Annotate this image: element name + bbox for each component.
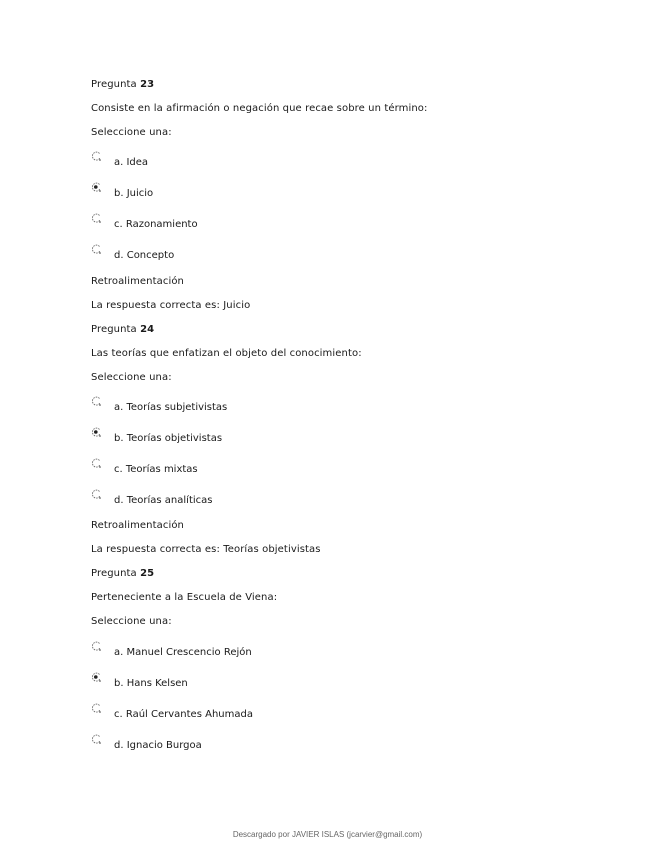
option-label: b. Juicio (114, 188, 154, 199)
radio-checked-icon[interactable] (91, 427, 102, 438)
option-label: b. Teorías objetivistas (114, 433, 223, 444)
radio-checked-icon[interactable] (91, 672, 102, 683)
feedback-label: Retroalimentación (91, 276, 184, 287)
radio-checked-icon[interactable] (91, 182, 102, 193)
download-footer: Descargado por JAVIER ISLAS (jcarvier@gmail.com) (232, 830, 423, 839)
radio-unchecked-icon[interactable] (91, 458, 102, 469)
feedback-label: Retroalimentación (91, 520, 184, 531)
question-text-23: Consiste en la afirmación o negación que recae sobre un término: (91, 103, 428, 114)
select-prompt: Seleccione una: (91, 372, 172, 383)
correct-answer: La respuesta correcta es: Juicio (91, 300, 251, 311)
question-text-25: Perteneciente a la Escuela de Viena: (91, 592, 278, 603)
question-header-25 (91, 568, 154, 579)
option-label: d. Ignacio Burgoa (114, 740, 202, 751)
question-number: 24 (140, 324, 155, 335)
option-label: a. Idea (114, 157, 149, 168)
radio-unchecked-icon[interactable] (91, 213, 102, 224)
question-label: Pregunta (91, 568, 137, 579)
question-number: 23 (140, 79, 155, 90)
radio-unchecked-icon[interactable] (91, 734, 102, 745)
option-label: d. Concepto (114, 250, 175, 261)
option-label: a. Teorías subjetivistas (114, 402, 228, 413)
option-label: d. Teorías analíticas (114, 495, 213, 506)
select-prompt: Seleccione una: (91, 616, 172, 627)
question-text-24: Las teorías que enfatizan el objeto del conocimiento: (91, 348, 362, 359)
radio-unchecked-icon[interactable] (91, 641, 102, 652)
select-prompt: Seleccione una: (91, 127, 172, 138)
question-header-23 (91, 79, 154, 90)
option-label: c. Teorías mixtas (114, 464, 198, 475)
option-label: a. Manuel Crescencio Rejón (114, 647, 252, 658)
question-header-24 (91, 324, 154, 335)
radio-unchecked-icon[interactable] (91, 396, 102, 407)
question-label: Pregunta (91, 79, 137, 90)
question-label: Pregunta (91, 324, 137, 335)
radio-unchecked-icon[interactable] (91, 703, 102, 714)
radio-unchecked-icon[interactable] (91, 489, 102, 500)
correct-answer: La respuesta correcta es: Teorías objetivistas (91, 544, 321, 555)
radio-unchecked-icon[interactable] (91, 151, 102, 162)
question-number: 25 (140, 568, 155, 579)
radio-unchecked-icon[interactable] (91, 244, 102, 255)
option-label: c. Raúl Cervantes Ahumada (114, 709, 253, 720)
option-label: c. Razonamiento (114, 219, 198, 230)
option-label: b. Hans Kelsen (114, 678, 188, 689)
